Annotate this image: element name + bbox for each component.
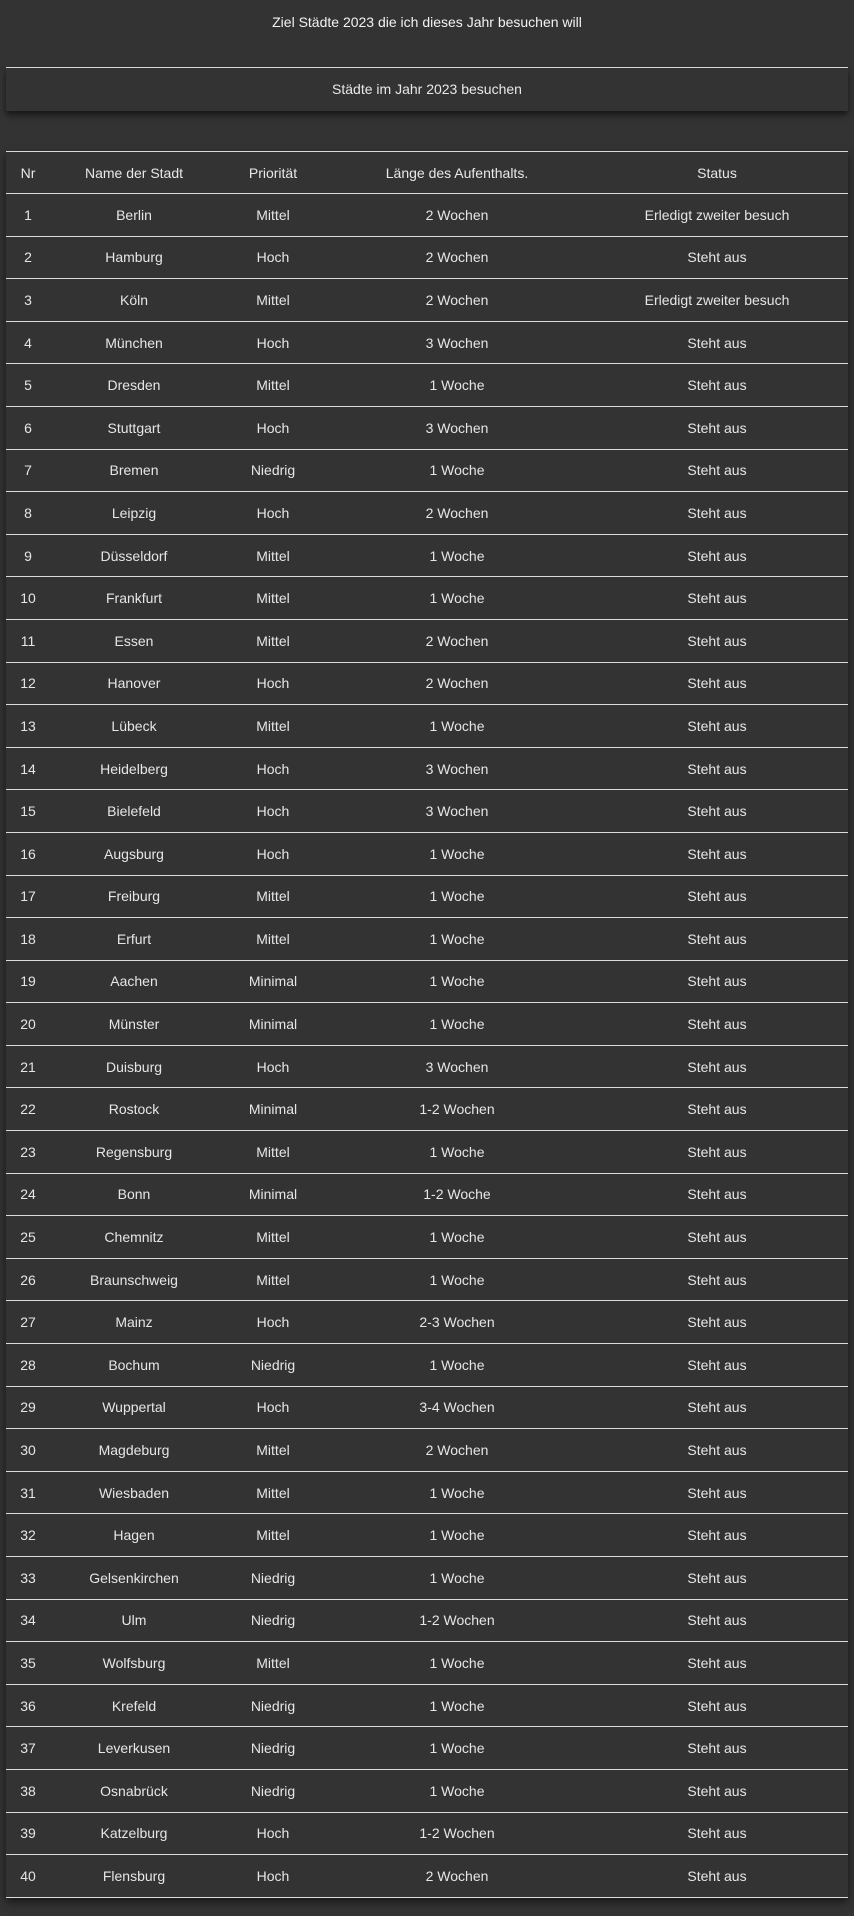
cell-nr: 35: [6, 1642, 50, 1685]
cell-nr: 34: [6, 1599, 50, 1642]
table-row: [6, 1471, 848, 1514]
cell-stay-length: 2-3 Wochen: [328, 1301, 586, 1344]
table-row: [6, 1131, 848, 1174]
cell-nr: 11: [6, 619, 50, 662]
cell-stay-length: 1-2 Wochen: [328, 1088, 586, 1131]
cell-city-name: Rostock: [50, 1088, 218, 1131]
cell-stay-length: 2 Wochen: [328, 662, 586, 705]
cell-status: Steht aus: [586, 1684, 848, 1727]
cell-status: Steht aus: [586, 1812, 848, 1855]
cell-status: Steht aus: [586, 662, 848, 705]
cell-city-name: Frankfurt: [50, 577, 218, 620]
cell-status: Steht aus: [586, 1173, 848, 1216]
cell-nr: 6: [6, 406, 50, 449]
cell-city-name: Bielefeld: [50, 790, 218, 833]
table-row: [6, 1429, 848, 1472]
table-row: [6, 236, 848, 279]
cell-priority: Hoch: [218, 321, 328, 364]
cell-status: Steht aus: [586, 1599, 848, 1642]
column-header-city-name: Name der Stadt: [50, 152, 218, 194]
cell-city-name: Wiesbaden: [50, 1471, 218, 1514]
cell-nr: 7: [6, 449, 50, 492]
cell-nr: 9: [6, 534, 50, 577]
column-header-status: Status: [586, 152, 848, 194]
cell-status: Steht aus: [586, 832, 848, 875]
table-row: [6, 1599, 848, 1642]
cell-nr: 25: [6, 1216, 50, 1259]
cell-nr: 13: [6, 705, 50, 748]
cell-priority: Niedrig: [218, 1727, 328, 1770]
cell-city-name: Duisburg: [50, 1045, 218, 1088]
cell-priority: Mittel: [218, 1216, 328, 1259]
cell-nr: 16: [6, 832, 50, 875]
cell-priority: Hoch: [218, 790, 328, 833]
table-row: [6, 1003, 848, 1046]
cell-status: Steht aus: [586, 960, 848, 1003]
table-row: [6, 832, 848, 875]
column-header-priority: Priorität: [218, 152, 328, 194]
cell-nr: 27: [6, 1301, 50, 1344]
cell-stay-length: 1 Woche: [328, 364, 586, 407]
cell-nr: 33: [6, 1557, 50, 1600]
cell-nr: 8: [6, 492, 50, 535]
cell-city-name: Augsburg: [50, 832, 218, 875]
cell-priority: Mittel: [218, 619, 328, 662]
cell-status: Steht aus: [586, 1344, 848, 1387]
cell-nr: 30: [6, 1429, 50, 1472]
table-row: [6, 449, 848, 492]
cell-city-name: Wolfsburg: [50, 1642, 218, 1685]
cell-status: Steht aus: [586, 1045, 848, 1088]
cell-nr: 26: [6, 1258, 50, 1301]
cell-status: Steht aus: [586, 1429, 848, 1472]
cell-city-name: Freiburg: [50, 875, 218, 918]
table-row: [6, 960, 848, 1003]
cell-status: Steht aus: [586, 1727, 848, 1770]
cell-priority: Mittel: [218, 1429, 328, 1472]
cell-status: Steht aus: [586, 1088, 848, 1131]
cell-stay-length: 1 Woche: [328, 1684, 586, 1727]
cell-stay-length: 2 Wochen: [328, 1429, 586, 1472]
cell-city-name: Mainz: [50, 1301, 218, 1344]
cell-stay-length: 1 Woche: [328, 1131, 586, 1174]
cell-city-name: Krefeld: [50, 1684, 218, 1727]
cell-status: Steht aus: [586, 1216, 848, 1259]
table-row: [6, 364, 848, 407]
cell-stay-length: 1 Woche: [328, 1769, 586, 1812]
cell-stay-length: 1 Woche: [328, 1003, 586, 1046]
cell-priority: Mittel: [218, 1514, 328, 1557]
table-row: [6, 534, 848, 577]
cell-city-name: Osnabrück: [50, 1769, 218, 1812]
cell-status: Steht aus: [586, 1131, 848, 1174]
cell-priority: Mittel: [218, 705, 328, 748]
cell-stay-length: 1 Woche: [328, 705, 586, 748]
cell-stay-length: 3 Wochen: [328, 747, 586, 790]
table-row: [6, 918, 848, 961]
table-row: [6, 1088, 848, 1131]
cell-stay-length: 1 Woche: [328, 1471, 586, 1514]
table-row: [6, 1812, 848, 1855]
cell-stay-length: 1 Woche: [328, 577, 586, 620]
cell-status: Steht aus: [586, 577, 848, 620]
cell-city-name: Köln: [50, 279, 218, 322]
cell-stay-length: 1 Woche: [328, 1258, 586, 1301]
cell-status: Steht aus: [586, 1301, 848, 1344]
table-row: [6, 1727, 848, 1770]
cell-status: Steht aus: [586, 1003, 848, 1046]
cell-priority: Minimal: [218, 1173, 328, 1216]
cell-status: Steht aus: [586, 449, 848, 492]
cell-priority: Niedrig: [218, 449, 328, 492]
cell-nr: 29: [6, 1386, 50, 1429]
cell-stay-length: 3 Wochen: [328, 1045, 586, 1088]
cell-status: Steht aus: [586, 364, 848, 407]
table-row: [6, 1216, 848, 1259]
cell-city-name: Düsseldorf: [50, 534, 218, 577]
cell-city-name: Münster: [50, 1003, 218, 1046]
table-row: [6, 1684, 848, 1727]
cell-priority: Hoch: [218, 406, 328, 449]
cell-status: Steht aus: [586, 406, 848, 449]
cell-city-name: Bremen: [50, 449, 218, 492]
cell-priority: Hoch: [218, 236, 328, 279]
table-row: [6, 577, 848, 620]
cell-nr: 37: [6, 1727, 50, 1770]
cell-stay-length: 2 Wochen: [328, 619, 586, 662]
cell-city-name: Leipzig: [50, 492, 218, 535]
cell-nr: 3: [6, 279, 50, 322]
cell-priority: Hoch: [218, 747, 328, 790]
cell-priority: Mittel: [218, 279, 328, 322]
cell-priority: Mittel: [218, 1471, 328, 1514]
cell-city-name: Wuppertal: [50, 1386, 218, 1429]
cell-priority: Hoch: [218, 662, 328, 705]
cell-city-name: Magdeburg: [50, 1429, 218, 1472]
cell-nr: 22: [6, 1088, 50, 1131]
table-row: [6, 1386, 848, 1429]
cell-stay-length: 3 Wochen: [328, 321, 586, 364]
cell-city-name: Hanover: [50, 662, 218, 705]
cell-stay-length: 1 Woche: [328, 1727, 586, 1770]
cell-status: Erledigt zweiter besuch: [586, 194, 848, 237]
cell-city-name: Hagen: [50, 1514, 218, 1557]
cell-status: Steht aus: [586, 747, 848, 790]
cell-stay-length: 2 Wochen: [328, 236, 586, 279]
page-title: Ziel Städte 2023 die ich dieses Jahr besuchen will: [272, 14, 582, 30]
cell-nr: 10: [6, 577, 50, 620]
table-row: [6, 1258, 848, 1301]
cell-city-name: Berlin: [50, 194, 218, 237]
cell-stay-length: 1 Woche: [328, 1514, 586, 1557]
cell-nr: 21: [6, 1045, 50, 1088]
cities-table-container: [6, 151, 848, 1898]
table-row: [6, 662, 848, 705]
table-body: [6, 194, 848, 1898]
cell-city-name: Erfurt: [50, 918, 218, 961]
table-row: [6, 705, 848, 748]
cell-city-name: Braunschweig: [50, 1258, 218, 1301]
cell-stay-length: 1 Woche: [328, 875, 586, 918]
table-row: [6, 194, 848, 237]
cell-stay-length: 2 Wochen: [328, 1855, 586, 1898]
cell-priority: Mittel: [218, 875, 328, 918]
cell-stay-length: 1 Woche: [328, 832, 586, 875]
cell-priority: Hoch: [218, 1386, 328, 1429]
cell-priority: Mittel: [218, 918, 328, 961]
cell-stay-length: 2 Wochen: [328, 279, 586, 322]
column-header-stay-length: Länge des Aufenthalts.: [328, 152, 586, 194]
cell-stay-length: 3-4 Wochen: [328, 1386, 586, 1429]
cell-stay-length: 1 Woche: [328, 1557, 586, 1600]
cell-nr: 2: [6, 236, 50, 279]
cell-status: Steht aus: [586, 790, 848, 833]
cell-city-name: Gelsenkirchen: [50, 1557, 218, 1600]
cell-nr: 20: [6, 1003, 50, 1046]
cell-stay-length: 1 Woche: [328, 1216, 586, 1259]
cell-nr: 38: [6, 1769, 50, 1812]
table-row: [6, 1045, 848, 1088]
cell-city-name: Katzelburg: [50, 1812, 218, 1855]
cell-priority: Mittel: [218, 194, 328, 237]
cell-status: Steht aus: [586, 492, 848, 535]
cell-city-name: Heidelberg: [50, 747, 218, 790]
cell-priority: Niedrig: [218, 1684, 328, 1727]
cell-city-name: Regensburg: [50, 1131, 218, 1174]
cell-nr: 24: [6, 1173, 50, 1216]
cell-priority: Hoch: [218, 492, 328, 535]
cell-city-name: Lübeck: [50, 705, 218, 748]
cell-status: Steht aus: [586, 918, 848, 961]
cell-priority: Mittel: [218, 534, 328, 577]
table-row: [6, 321, 848, 364]
cell-nr: 39: [6, 1812, 50, 1855]
cell-status: Steht aus: [586, 1258, 848, 1301]
column-header-nr: Nr: [6, 152, 50, 194]
table-row: [6, 875, 848, 918]
cell-stay-length: 1 Woche: [328, 1642, 586, 1685]
cell-status: Steht aus: [586, 1471, 848, 1514]
cell-city-name: Essen: [50, 619, 218, 662]
cell-stay-length: 1-2 Wochen: [328, 1599, 586, 1642]
cell-priority: Minimal: [218, 1088, 328, 1131]
cell-nr: 1: [6, 194, 50, 237]
cell-nr: 5: [6, 364, 50, 407]
cell-nr: 31: [6, 1471, 50, 1514]
cities-table: [6, 152, 848, 1898]
cell-nr: 15: [6, 790, 50, 833]
cell-nr: 12: [6, 662, 50, 705]
cell-status: Steht aus: [586, 1769, 848, 1812]
cell-status: Steht aus: [586, 236, 848, 279]
cell-stay-length: 3 Wochen: [328, 406, 586, 449]
cell-status: Steht aus: [586, 1514, 848, 1557]
table-row: [6, 619, 848, 662]
cell-nr: 18: [6, 918, 50, 961]
cell-priority: Hoch: [218, 1045, 328, 1088]
cell-status: Steht aus: [586, 705, 848, 748]
cell-priority: Niedrig: [218, 1557, 328, 1600]
table-row: [6, 492, 848, 535]
table-row: [6, 1173, 848, 1216]
cell-priority: Hoch: [218, 832, 328, 875]
cell-nr: 32: [6, 1514, 50, 1557]
cell-priority: Mittel: [218, 1258, 328, 1301]
cell-priority: Mittel: [218, 364, 328, 407]
cell-stay-length: 3 Wochen: [328, 790, 586, 833]
cell-nr: 14: [6, 747, 50, 790]
cell-status: Steht aus: [586, 619, 848, 662]
cell-status: Steht aus: [586, 534, 848, 577]
table-row: [6, 1855, 848, 1898]
table-row: [6, 1301, 848, 1344]
cell-stay-length: 1 Woche: [328, 534, 586, 577]
table-row: [6, 1557, 848, 1600]
cell-city-name: Dresden: [50, 364, 218, 407]
cell-city-name: Bochum: [50, 1344, 218, 1387]
cell-stay-length: 2 Wochen: [328, 492, 586, 535]
cell-status: Steht aus: [586, 1642, 848, 1685]
cell-status: Erledigt zweiter besuch: [586, 279, 848, 322]
cell-stay-length: 1 Woche: [328, 918, 586, 961]
cell-stay-length: 1 Woche: [328, 960, 586, 1003]
cell-nr: 28: [6, 1344, 50, 1387]
table-row: [6, 1769, 848, 1812]
cell-priority: Mittel: [218, 577, 328, 620]
table-row: [6, 406, 848, 449]
cell-status: Steht aus: [586, 321, 848, 364]
cell-status: Steht aus: [586, 1855, 848, 1898]
cell-status: Steht aus: [586, 1557, 848, 1600]
cell-city-name: München: [50, 321, 218, 364]
cell-priority: Minimal: [218, 1003, 328, 1046]
cell-priority: Minimal: [218, 960, 328, 1003]
cell-city-name: Stuttgart: [50, 406, 218, 449]
cell-nr: 40: [6, 1855, 50, 1898]
cell-city-name: Chemnitz: [50, 1216, 218, 1259]
cell-status: Steht aus: [586, 875, 848, 918]
cell-city-name: Flensburg: [50, 1855, 218, 1898]
table-row: [6, 747, 848, 790]
cell-priority: Mittel: [218, 1131, 328, 1174]
cell-city-name: Leverkusen: [50, 1727, 218, 1770]
cell-priority: Hoch: [218, 1301, 328, 1344]
cell-priority: Mittel: [218, 1642, 328, 1685]
cell-priority: Niedrig: [218, 1769, 328, 1812]
cell-stay-length: 1-2 Wochen: [328, 1812, 586, 1855]
table-row: [6, 1642, 848, 1685]
cell-stay-length: 2 Wochen: [328, 194, 586, 237]
cell-nr: 17: [6, 875, 50, 918]
table-row: [6, 1344, 848, 1387]
cell-priority: Hoch: [218, 1855, 328, 1898]
cell-stay-length: 1-2 Woche: [328, 1173, 586, 1216]
table-row: [6, 1514, 848, 1557]
cell-priority: Hoch: [218, 1812, 328, 1855]
cell-city-name: Ulm: [50, 1599, 218, 1642]
table-row: [6, 790, 848, 833]
cell-city-name: Aachen: [50, 960, 218, 1003]
cell-stay-length: 1 Woche: [328, 449, 586, 492]
section-header: Städte im Jahr 2023 besuchen: [6, 67, 848, 111]
cell-nr: 19: [6, 960, 50, 1003]
table-header-row: [6, 152, 848, 194]
cell-stay-length: 1 Woche: [328, 1344, 586, 1387]
cell-priority: Niedrig: [218, 1599, 328, 1642]
cell-city-name: Bonn: [50, 1173, 218, 1216]
cell-nr: 36: [6, 1684, 50, 1727]
table-row: [6, 279, 848, 322]
cell-status: Steht aus: [586, 1386, 848, 1429]
cell-city-name: Hamburg: [50, 236, 218, 279]
cell-nr: 23: [6, 1131, 50, 1174]
cell-nr: 4: [6, 321, 50, 364]
cell-priority: Niedrig: [218, 1344, 328, 1387]
